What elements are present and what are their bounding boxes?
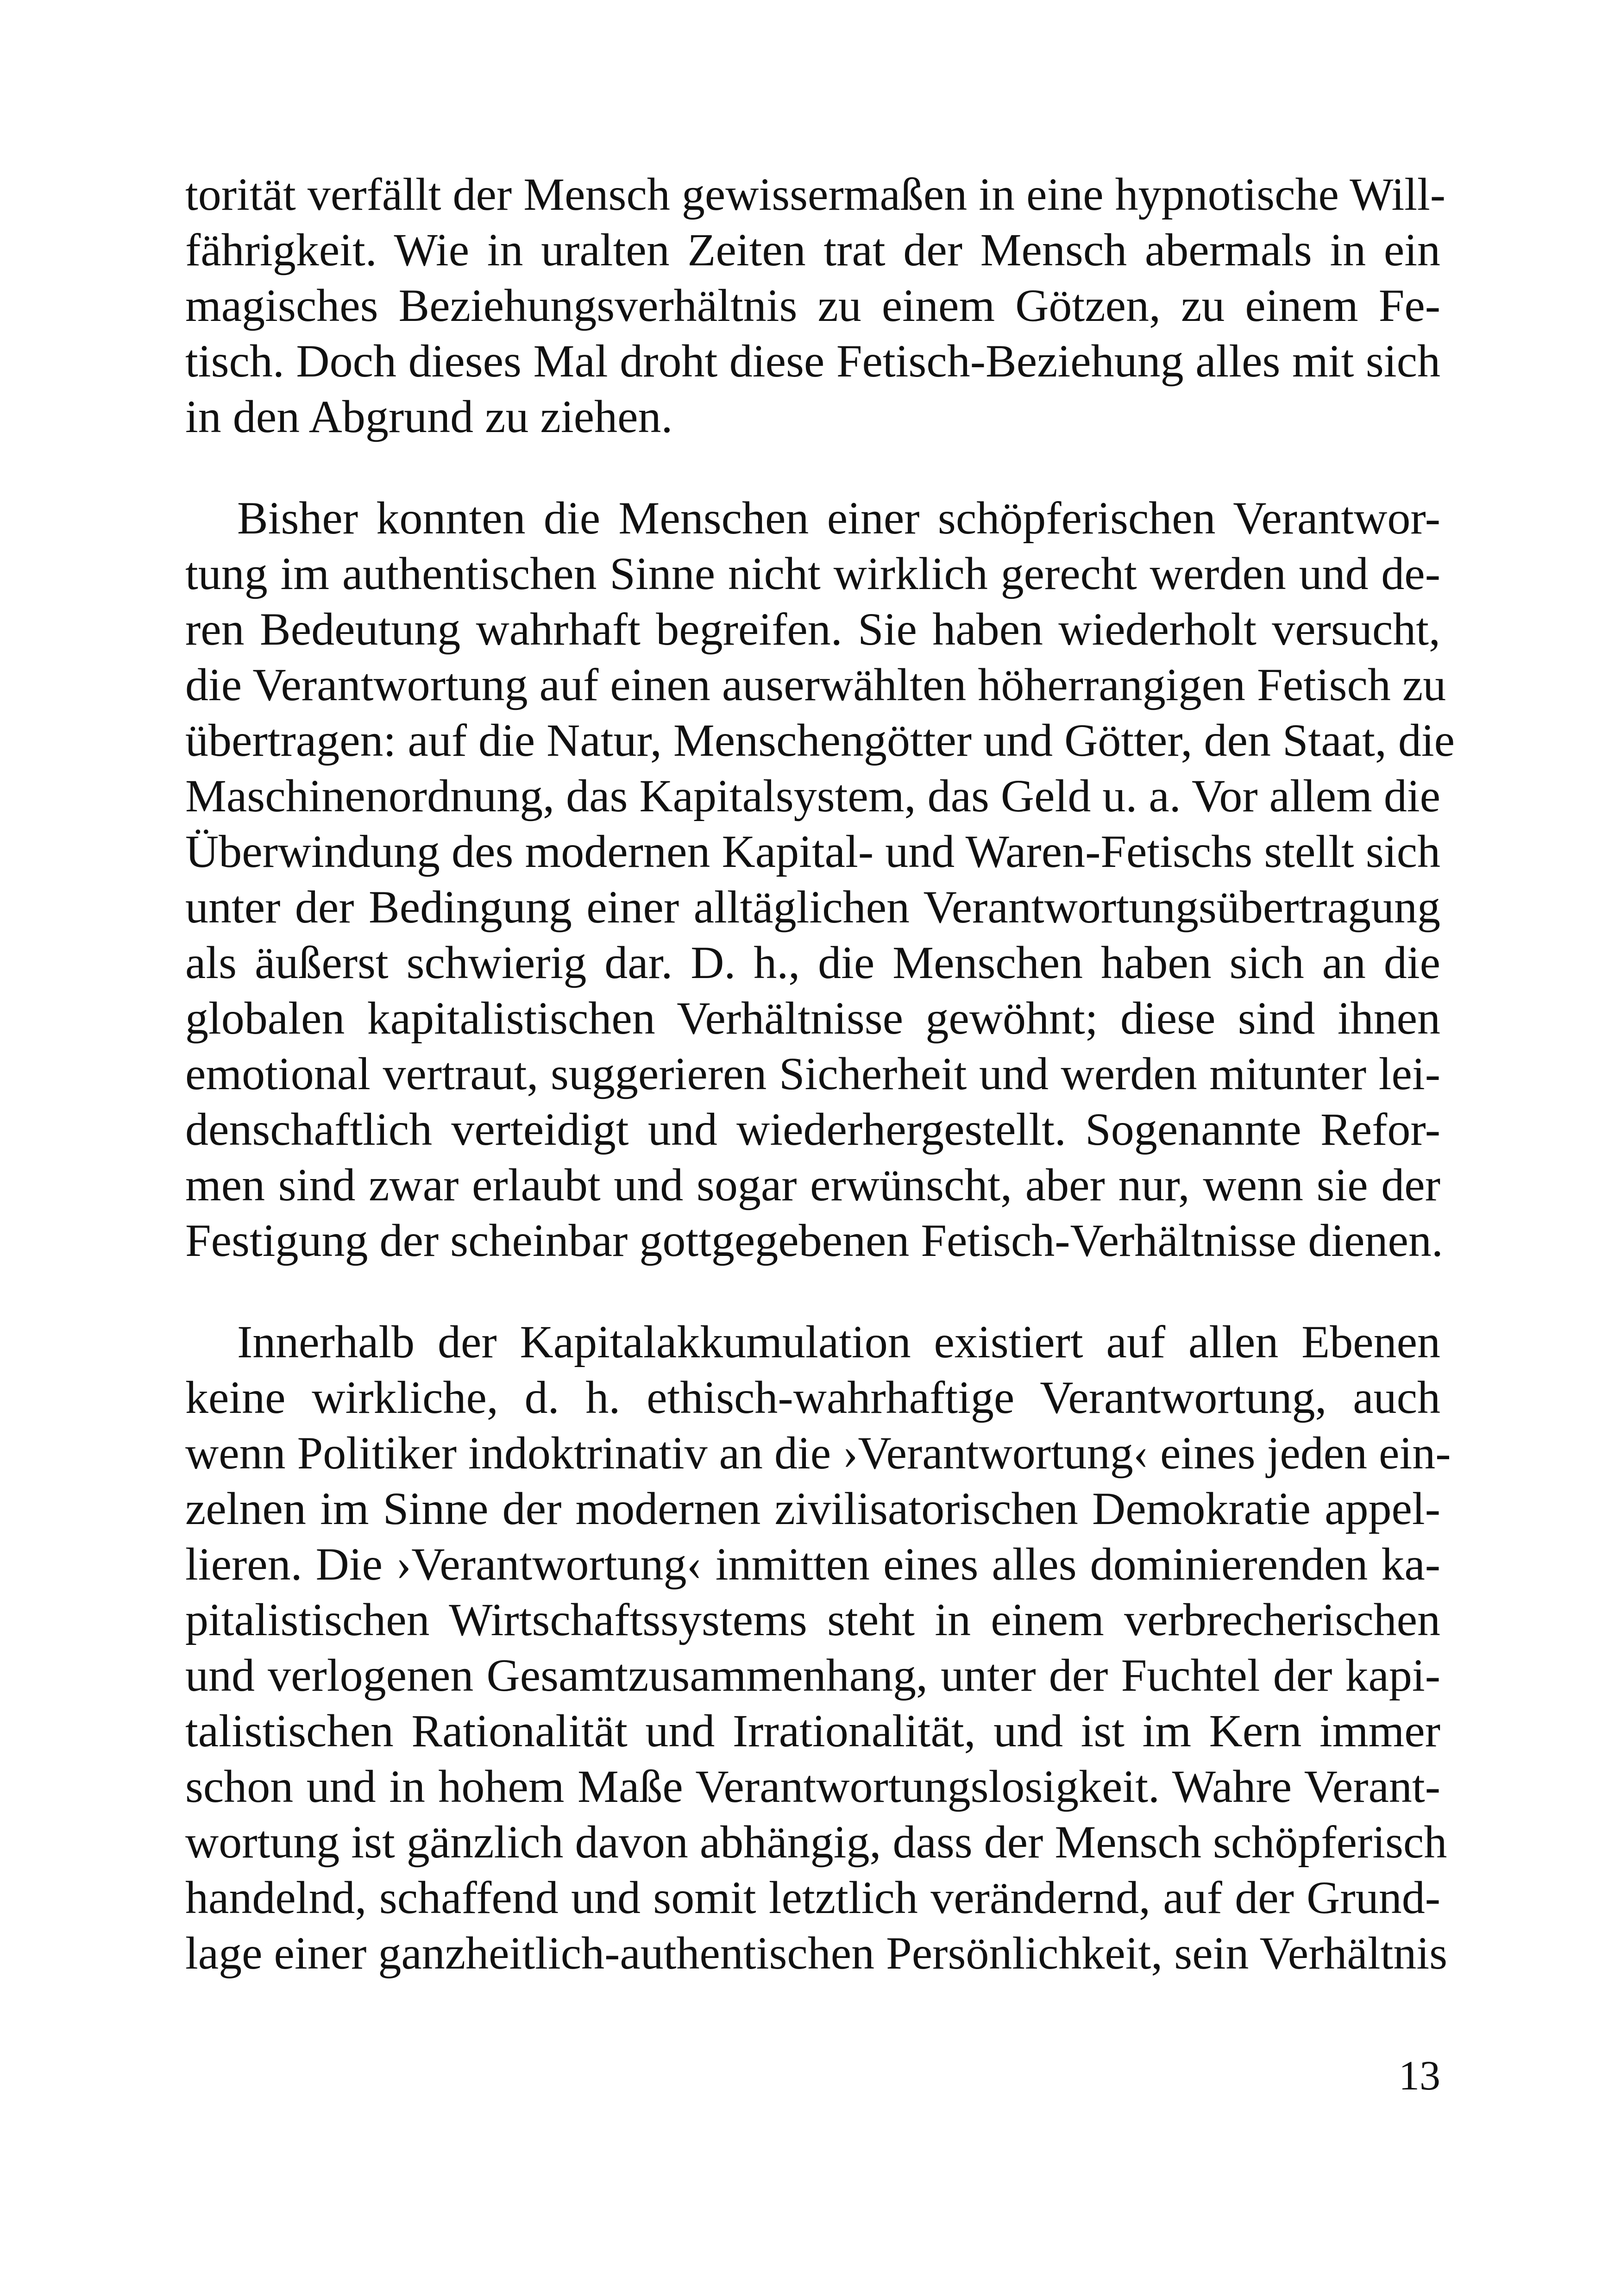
- text-line: und verlogenen Gesamtzusammenhang, unter der Fuchtel der kapi-: [185, 1650, 1440, 1701]
- text-line: pitalistischen Wirtschaftssystems steht in einem verbrecherischen: [185, 1594, 1440, 1645]
- paragraph-2: [185, 490, 1455, 1268]
- page-number: 13: [1399, 2053, 1440, 2099]
- paragraph-1: [185, 167, 1446, 445]
- text-line: zelnen im Sinne der modernen zivilisatorischen Demokratie appel-: [185, 1483, 1440, 1534]
- text-line: men sind zwar erlaubt und sogar erwünscht, aber nur, wenn sie der: [185, 1159, 1440, 1211]
- text-line: talistischen Rationalität und Irrationalität, und ist im Kern immer: [185, 1705, 1440, 1757]
- text-line: ren Bedeutung wahrhaft begreifen. Sie haben wiederholt versucht,: [185, 603, 1440, 655]
- text-line: tisch. Doch dieses Mal droht diese Fetisch-Beziehung alles mit sich: [185, 335, 1440, 387]
- text-line: Bisher konnten die Menschen einer schöpferischen Verantwor-: [237, 492, 1440, 544]
- text-line: keine wirkliche, d. h. ethisch-wahrhaftige Verantwortung, auch: [185, 1372, 1440, 1423]
- text-line: unter der Bedingung einer alltäglichen Verantwortungsübertragung: [185, 881, 1440, 933]
- text-line: schon und in hohem Maße Verantwortungslosigkeit. Wahre Verant-: [185, 1761, 1440, 1812]
- text-line: übertragen: auf die Natur, Menschengötter und Götter, den Staat, die: [185, 715, 1455, 766]
- text-line: wenn Politiker indoktrinativ an die ›Verantwortung‹ eines jeden ein-: [185, 1427, 1451, 1479]
- text-line: Innerhalb der Kapitalakkumulation existiert auf allen Ebenen: [237, 1316, 1440, 1368]
- text-line: torität verfällt der Mensch gewissermaßen in eine hypnotische Will-: [185, 169, 1446, 220]
- text-line: handelnd, schaffend und somit letztlich verändernd, auf der Grund-: [185, 1872, 1440, 1923]
- text-line: als äußerst schwierig dar. D. h., die Menschen haben sich an die: [185, 937, 1440, 988]
- text-line: fährigkeit. Wie in uralten Zeiten trat der Mensch abermals in ein: [185, 224, 1440, 276]
- paragraph-3: [185, 1314, 1451, 1981]
- text-line: Maschinenordnung, das Kapitalsystem, das Geld u. a. Vor allem die: [185, 770, 1440, 822]
- text-line: denschaftlich verteidigt und wiederhergestellt. Sogenannte Refor-: [185, 1104, 1440, 1155]
- text-line: lage einer ganzheitlich-authentischen Persönlichkeit, sein Verhältnis: [185, 1927, 1448, 1979]
- text-line: Festigung der scheinbar gottgegebenen Fetisch-Verhältnisse dienen.: [185, 1215, 1443, 1266]
- text-line: in den Abgrund zu ziehen.: [185, 391, 673, 442]
- text-line: lieren. Die ›Verantwortung‹ inmitten eines alles dominierenden ka-: [185, 1538, 1440, 1590]
- text-line: Überwindung des modernen Kapital- und Waren-Fetischs stellt sich: [185, 826, 1440, 877]
- text-line: tung im authentischen Sinne nicht wirklich gerecht werden und de-: [185, 548, 1440, 599]
- text-line: emotional vertraut, suggerieren Sicherheit und werden mitunter lei-: [185, 1048, 1440, 1099]
- page-body: [185, 167, 1455, 1981]
- text-line: magisches Beziehungsverhältnis zu einem Götzen, zu einem Fe-: [185, 280, 1440, 331]
- text-line: wortung ist gänzlich davon abhängig, dass der Mensch schöpferisch: [185, 1816, 1447, 1868]
- text-line: globalen kapitalistischen Verhältnisse gewöhnt; diese sind ihnen: [185, 992, 1440, 1044]
- text-line: die Verantwortung auf einen auserwählten höherrangigen Fetisch zu: [185, 659, 1446, 710]
